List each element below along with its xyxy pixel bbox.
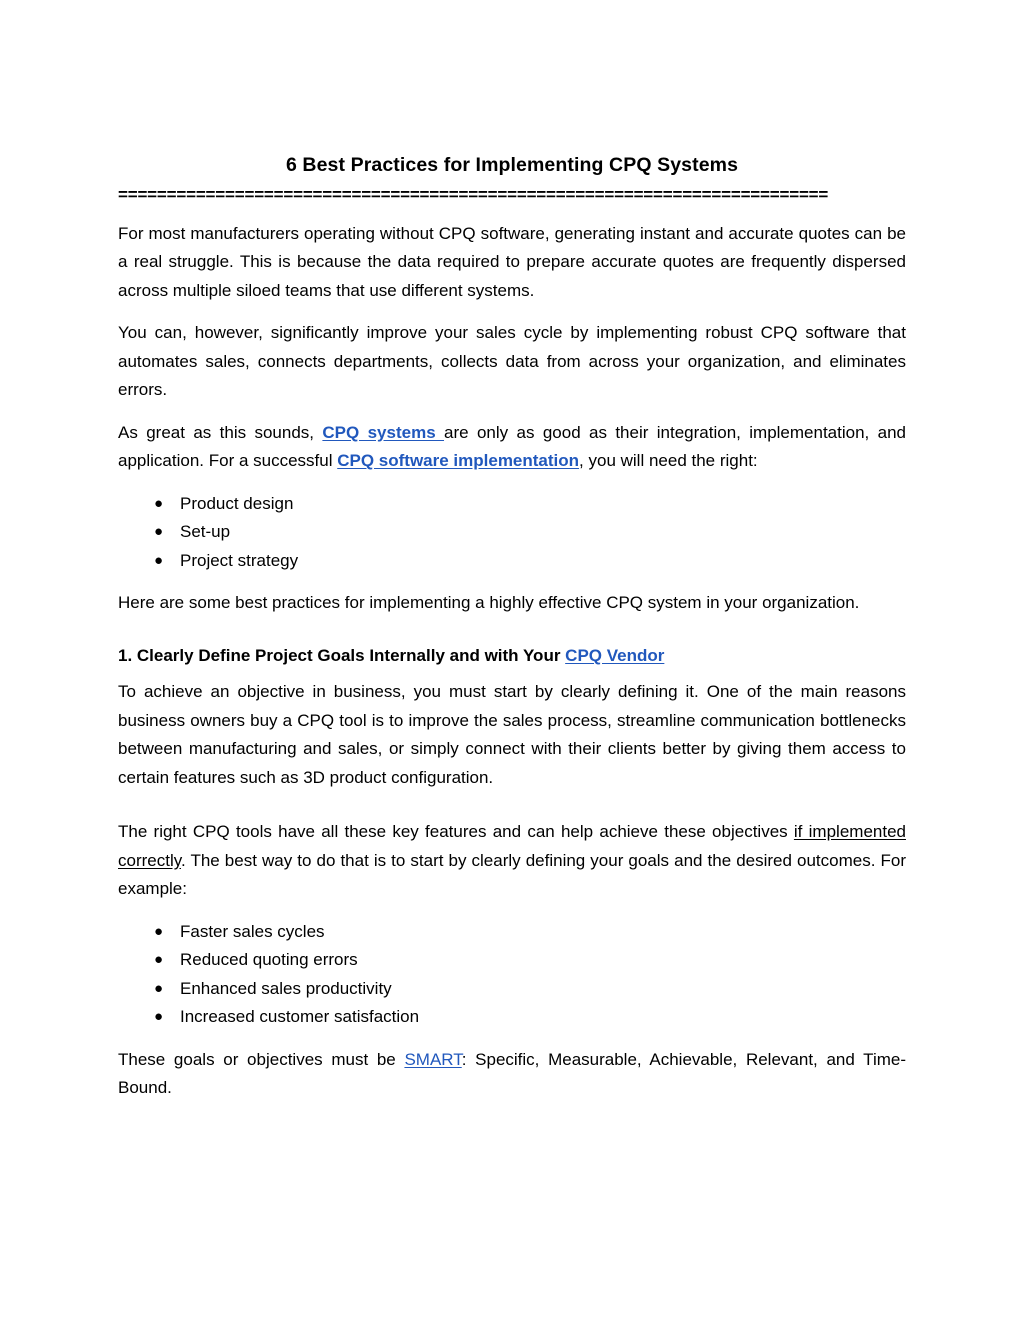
list-item: [118, 1003, 906, 1032]
link-cpq-software-implementation[interactable]: CPQ software implementation: [337, 451, 580, 471]
paragraph-best-practices-lead: Here are some best practices for implementing a highly effective CPQ system in your organization.: [118, 593, 860, 613]
list-item-label: Project strategy: [180, 550, 299, 570]
list-item: [118, 547, 906, 576]
link-smart[interactable]: SMART: [404, 1049, 462, 1069]
paragraph-intro-2: You can, however, significantly improve your sales cycle by implementing robust CPQ software that automates sales, connects departments, collects data from across your organization, and eliminates errors.: [118, 323, 906, 400]
emphasis-if-implemented-correctly: if implemented correctly: [118, 822, 906, 870]
section-heading-1: [118, 642, 906, 671]
bullet-icon: ●: [154, 523, 164, 541]
list-goal-examples: [118, 918, 906, 1032]
paragraph-intro-3-text-1: As great as this sounds,: [118, 422, 323, 442]
list-item-label: Enhanced sales productivity: [180, 978, 392, 998]
paragraph-spacer: [118, 806, 906, 818]
paragraph-section1-body: To achieve an objective in business, you must start by clearly defining it. One of the main reasons business owners buy a CPQ tool is to improve the sales process, streamline communication bottlenecks between manufacturing and sales, or simply connect with their clients better by giving them access to certain features such as 3D product configuration.: [118, 682, 906, 787]
paragraph-closing-text-1: These goals or objectives must be: [118, 1049, 405, 1069]
link-cpq-systems[interactable]: CPQ systems: [322, 422, 445, 442]
list-item: [118, 946, 906, 975]
title-divider: =========================================================================: [118, 185, 829, 205]
list-item-label: Set-up: [180, 522, 231, 542]
list-item-label: Faster sales cycles: [180, 921, 325, 941]
list-item: [118, 490, 906, 519]
paragraph-intro-3-text-2: are only as good as their integration, implementation, and application. For a successful: [118, 422, 906, 471]
bullet-icon: ●: [154, 494, 164, 512]
list-item-label: Reduced quoting errors: [180, 950, 358, 970]
paragraph-intro-3-text-3: , you will need the right:: [579, 451, 758, 471]
bullet-icon: ●: [154, 922, 164, 940]
paragraph-section1-body2: [118, 818, 906, 904]
bullet-icon: ●: [154, 1008, 164, 1026]
list-item-label: Increased customer satisfaction: [180, 1007, 420, 1027]
paragraph-intro-3: [118, 419, 906, 476]
paragraph-section1-body2-text-1: The right CPQ tools have all these key features and can help achieve these objectives: [118, 822, 794, 842]
document-content: [118, 152, 906, 1103]
bullet-icon: ●: [154, 979, 164, 997]
list-item-label: Product design: [180, 493, 294, 513]
paragraph-section1-body2-text-2: . The best way to do that is to start by clearly defining your goals and the desired outcomes. For example:: [118, 850, 906, 899]
list-requirements: [118, 490, 906, 576]
list-item: [118, 518, 906, 547]
list-item: [118, 975, 906, 1004]
bullet-icon: ●: [154, 951, 164, 969]
section-heading-1-text: 1. Clearly Define Project Goals Internally and with Your: [118, 645, 566, 665]
paragraph-closing: [118, 1046, 906, 1103]
paragraph-intro-1: For most manufacturers operating without CPQ software, generating instant and accurate quotes can be a real struggle. This is because the data required to prepare accurate quotes are frequently dispersed across multiple siloed teams that use different systems.: [118, 223, 906, 300]
list-item: [118, 918, 906, 947]
link-cpq-vendor[interactable]: CPQ Vendor: [565, 645, 665, 665]
page-title: 6 Best Practices for Implementing CPQ Systems: [285, 154, 739, 176]
bullet-icon: ●: [154, 551, 164, 569]
paragraph-closing-text-2: : Specific, Measurable, Achievable, Relevant, and Time-Bound.: [118, 1049, 906, 1098]
